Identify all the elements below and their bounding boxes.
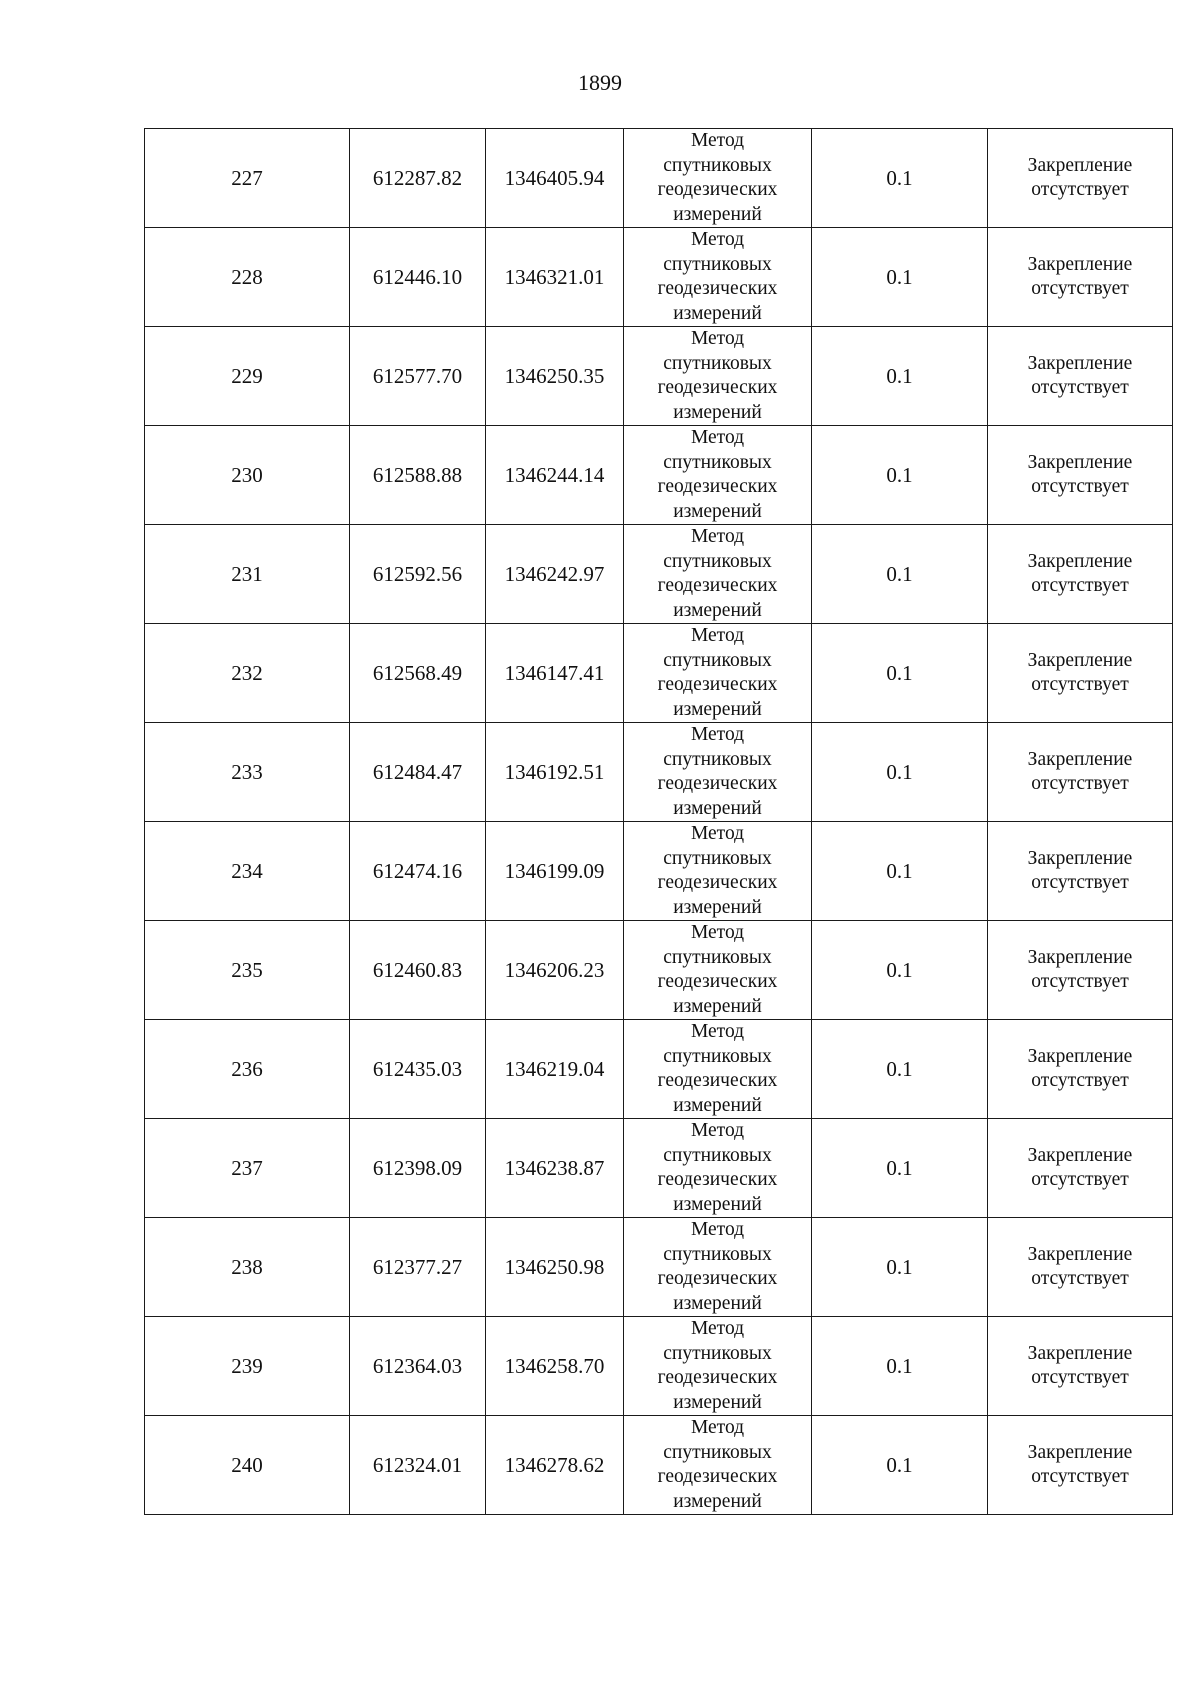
- x-coordinate-cell: 612446.10: [350, 228, 486, 327]
- accuracy-cell: 0.1: [812, 1119, 988, 1218]
- point-number-cell: 234: [145, 822, 350, 921]
- method-text-line: геодезических: [657, 476, 778, 497]
- point-number-cell: 232: [145, 624, 350, 723]
- point-number-cell: 235: [145, 921, 350, 1020]
- y-coordinate-cell: 1346242.97: [486, 525, 624, 624]
- fixing-text-line: Закрепление: [1027, 155, 1133, 176]
- method-cell: [624, 228, 812, 327]
- method-text-line: геодезических: [657, 179, 778, 200]
- y-coordinate-cell: 1346405.94: [486, 129, 624, 228]
- accuracy-cell: 0.1: [812, 228, 988, 327]
- fixing-text-line: отсутствует: [1031, 1367, 1129, 1388]
- method-text-line: спутниковых: [663, 748, 772, 770]
- fixing-cell: [988, 327, 1173, 426]
- x-coordinate-cell: 612484.47: [350, 723, 486, 822]
- point-number-cell: 227: [145, 129, 350, 228]
- fixing-text-line: отсутствует: [1031, 674, 1129, 695]
- method-cell: [624, 129, 812, 228]
- fixing-cell: [988, 723, 1173, 822]
- fixing-cell: [988, 426, 1173, 525]
- method-text-line: Метод: [690, 1219, 745, 1240]
- x-coordinate-cell: 612377.27: [350, 1218, 486, 1317]
- method-text-line: Метод: [690, 130, 745, 151]
- method-cell: [624, 1317, 812, 1416]
- point-number-cell: 240: [145, 1416, 350, 1515]
- fixing-text-line: Закрепление: [1027, 749, 1133, 770]
- method-cell: [624, 1119, 812, 1218]
- fixing-text-line: Закрепление: [1027, 1343, 1133, 1364]
- accuracy-cell: 0.1: [812, 525, 988, 624]
- method-cell: [624, 921, 812, 1020]
- table-row: [145, 921, 1173, 1020]
- method-text-line: геодезических: [657, 1070, 778, 1091]
- method-text-line: геодезических: [657, 1268, 778, 1289]
- method-text-line: спутниковых: [663, 1045, 772, 1067]
- table-body: [145, 129, 1173, 1515]
- fixing-cell: [988, 1020, 1173, 1119]
- table-row: [145, 822, 1173, 921]
- y-coordinate-cell: 1346206.23: [486, 921, 624, 1020]
- method-text-line: Метод: [690, 1021, 745, 1042]
- method-cell: [624, 822, 812, 921]
- method-cell: [624, 723, 812, 822]
- method-text-line: измерений: [673, 500, 762, 522]
- method-text-line: спутниковых: [663, 1342, 772, 1364]
- method-text-line: измерений: [673, 1292, 762, 1314]
- y-coordinate-cell: 1346258.70: [486, 1317, 624, 1416]
- method-text-line: геодезических: [657, 872, 778, 893]
- page-number: 1899: [578, 70, 622, 95]
- method-text-line: измерений: [673, 995, 762, 1017]
- method-text-line: Метод: [690, 625, 745, 646]
- fixing-text-line: отсутствует: [1031, 872, 1129, 893]
- method-text-line: спутниковых: [663, 946, 772, 968]
- fixing-text-line: отсутствует: [1031, 1070, 1129, 1091]
- fixing-text-line: Закрепление: [1027, 551, 1133, 572]
- y-coordinate-cell: 1346219.04: [486, 1020, 624, 1119]
- method-text-line: измерений: [673, 1490, 762, 1512]
- y-coordinate-cell: 1346244.14: [486, 426, 624, 525]
- method-text-line: Метод: [690, 427, 745, 448]
- accuracy-cell: 0.1: [812, 1218, 988, 1317]
- x-coordinate-cell: 612474.16: [350, 822, 486, 921]
- method-cell: [624, 1218, 812, 1317]
- method-text-line: измерений: [673, 203, 762, 225]
- fixing-text-line: Закрепление: [1027, 1244, 1133, 1265]
- accuracy-cell: 0.1: [812, 129, 988, 228]
- x-coordinate-cell: 612460.83: [350, 921, 486, 1020]
- fixing-text-line: Закрепление: [1027, 947, 1133, 968]
- table-row: [145, 426, 1173, 525]
- method-text-line: измерений: [673, 698, 762, 720]
- table-row: [145, 228, 1173, 327]
- method-text-line: геодезических: [657, 575, 778, 596]
- method-text-line: геодезических: [657, 377, 778, 398]
- method-text-line: спутниковых: [663, 550, 772, 572]
- table-row: [145, 525, 1173, 624]
- method-text-line: спутниковых: [663, 847, 772, 869]
- method-text-line: измерений: [673, 1391, 762, 1413]
- fixing-cell: [988, 1119, 1173, 1218]
- method-text-line: измерений: [673, 1094, 762, 1116]
- y-coordinate-cell: 1346250.98: [486, 1218, 624, 1317]
- fixing-cell: [988, 1218, 1173, 1317]
- table-row: [145, 723, 1173, 822]
- y-coordinate-cell: 1346321.01: [486, 228, 624, 327]
- fixing-cell: [988, 822, 1173, 921]
- fixing-text-line: отсутствует: [1031, 377, 1129, 398]
- method-text-line: спутниковых: [663, 154, 772, 176]
- point-number-cell: 230: [145, 426, 350, 525]
- method-text-line: Метод: [690, 1417, 745, 1438]
- accuracy-cell: 0.1: [812, 1317, 988, 1416]
- fixing-cell: [988, 525, 1173, 624]
- x-coordinate-cell: 612435.03: [350, 1020, 486, 1119]
- method-text-line: Метод: [690, 328, 745, 349]
- method-text-line: геодезических: [657, 278, 778, 299]
- table-row: [145, 1119, 1173, 1218]
- method-text-line: спутниковых: [663, 1144, 772, 1166]
- table-row: [145, 1317, 1173, 1416]
- method-text-line: Метод: [690, 526, 745, 547]
- fixing-text-line: отсутствует: [1031, 278, 1129, 299]
- accuracy-cell: 0.1: [812, 822, 988, 921]
- accuracy-cell: 0.1: [812, 921, 988, 1020]
- fixing-text-line: Закрепление: [1027, 1046, 1133, 1067]
- point-number-cell: 239: [145, 1317, 350, 1416]
- method-text-line: спутниковых: [663, 649, 772, 671]
- x-coordinate-cell: 612324.01: [350, 1416, 486, 1515]
- method-cell: [624, 426, 812, 525]
- fixing-cell: [988, 624, 1173, 723]
- method-text-line: Метод: [690, 1120, 745, 1141]
- fixing-text-line: отсутствует: [1031, 1268, 1129, 1289]
- point-number-cell: 228: [145, 228, 350, 327]
- fixing-text-line: отсутствует: [1031, 773, 1129, 794]
- method-text-line: Метод: [690, 1318, 745, 1339]
- method-cell: [624, 1020, 812, 1119]
- accuracy-cell: 0.1: [812, 1416, 988, 1515]
- x-coordinate-cell: 612568.49: [350, 624, 486, 723]
- fixing-text-line: Закрепление: [1027, 848, 1133, 869]
- accuracy-cell: 0.1: [812, 723, 988, 822]
- method-text-line: геодезических: [657, 1466, 778, 1487]
- point-number-cell: 238: [145, 1218, 350, 1317]
- fixing-cell: [988, 921, 1173, 1020]
- method-text-line: геодезических: [657, 674, 778, 695]
- fixing-text-line: отсутствует: [1031, 1466, 1129, 1487]
- table-row: [145, 1020, 1173, 1119]
- point-number-cell: 237: [145, 1119, 350, 1218]
- x-coordinate-cell: 612592.56: [350, 525, 486, 624]
- method-cell: [624, 525, 812, 624]
- point-number-cell: 231: [145, 525, 350, 624]
- method-text-line: Метод: [690, 724, 745, 745]
- fixing-cell: [988, 1416, 1173, 1515]
- method-cell: [624, 624, 812, 723]
- y-coordinate-cell: 1346238.87: [486, 1119, 624, 1218]
- method-text-line: спутниковых: [663, 1243, 772, 1265]
- x-coordinate-cell: 612398.09: [350, 1119, 486, 1218]
- fixing-text-line: Закрепление: [1027, 254, 1133, 275]
- method-text-line: измерений: [673, 896, 762, 918]
- fixing-text-line: Закрепление: [1027, 1442, 1133, 1463]
- accuracy-cell: 0.1: [812, 1020, 988, 1119]
- point-number-cell: 233: [145, 723, 350, 822]
- method-text-line: геодезических: [657, 1169, 778, 1190]
- table-row: [145, 327, 1173, 426]
- accuracy-cell: 0.1: [812, 426, 988, 525]
- table-row: [145, 1218, 1173, 1317]
- fixing-text-line: отсутствует: [1031, 476, 1129, 497]
- y-coordinate-cell: 1346278.62: [486, 1416, 624, 1515]
- fixing-text-line: Закрепление: [1027, 452, 1133, 473]
- fixing-text-line: отсутствует: [1031, 575, 1129, 596]
- accuracy-cell: 0.1: [812, 327, 988, 426]
- y-coordinate-cell: 1346192.51: [486, 723, 624, 822]
- fixing-text-line: отсутствует: [1031, 971, 1129, 992]
- x-coordinate-cell: 612364.03: [350, 1317, 486, 1416]
- method-text-line: спутниковых: [663, 352, 772, 374]
- fixing-text-line: отсутствует: [1031, 1169, 1129, 1190]
- y-coordinate-cell: 1346147.41: [486, 624, 624, 723]
- method-text-line: геодезических: [657, 1367, 778, 1388]
- fixing-cell: [988, 1317, 1173, 1416]
- fixing-text-line: Закрепление: [1027, 650, 1133, 671]
- table-row: [145, 129, 1173, 228]
- method-text-line: геодезических: [657, 773, 778, 794]
- x-coordinate-cell: 612577.70: [350, 327, 486, 426]
- y-coordinate-cell: 1346250.35: [486, 327, 624, 426]
- method-text-line: измерений: [673, 1193, 762, 1215]
- coordinates-table: [144, 128, 1173, 1515]
- fixing-cell: [988, 228, 1173, 327]
- method-text-line: спутниковых: [663, 451, 772, 473]
- y-coordinate-cell: 1346199.09: [486, 822, 624, 921]
- fixing-text-line: Закрепление: [1027, 1145, 1133, 1166]
- method-text-line: Метод: [690, 229, 745, 250]
- x-coordinate-cell: 612588.88: [350, 426, 486, 525]
- method-text-line: геодезических: [657, 971, 778, 992]
- method-cell: [624, 1416, 812, 1515]
- point-number-cell: 236: [145, 1020, 350, 1119]
- method-text-line: измерений: [673, 599, 762, 621]
- method-text-line: Метод: [690, 922, 745, 943]
- x-coordinate-cell: 612287.82: [350, 129, 486, 228]
- table-row: [145, 624, 1173, 723]
- method-cell: [624, 327, 812, 426]
- fixing-cell: [988, 129, 1173, 228]
- fixing-text-line: Закрепление: [1027, 353, 1133, 374]
- method-text-line: Метод: [690, 823, 745, 844]
- method-text-line: измерений: [673, 797, 762, 819]
- table-row: [145, 1416, 1173, 1515]
- fixing-text-line: отсутствует: [1031, 179, 1129, 200]
- method-text-line: измерений: [673, 302, 762, 324]
- method-text-line: измерений: [673, 401, 762, 423]
- accuracy-cell: 0.1: [812, 624, 988, 723]
- point-number-cell: 229: [145, 327, 350, 426]
- method-text-line: спутниковых: [663, 253, 772, 275]
- method-text-line: спутниковых: [663, 1441, 772, 1463]
